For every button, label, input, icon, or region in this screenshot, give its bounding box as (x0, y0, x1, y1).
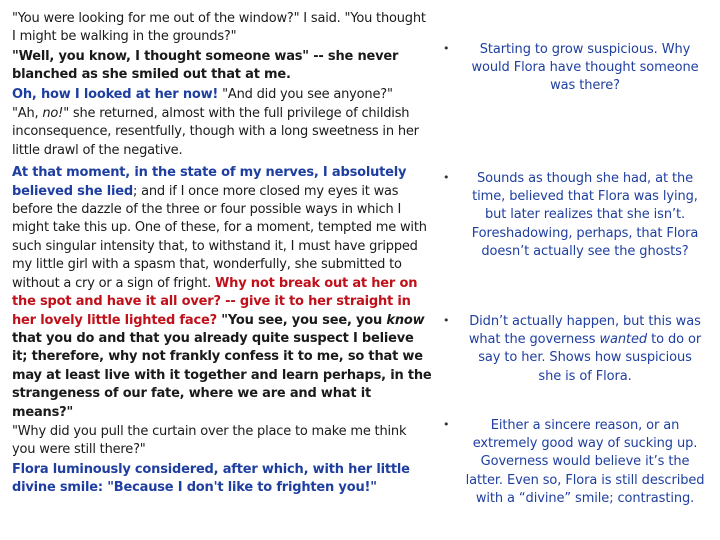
passage-text: "You were looking for me out of the window?" I said. "You thought I might be walking in the grounds?" (12, 11, 426, 45)
passage-paragraph-6 (12, 423, 432, 460)
passage-paragraph-7 (12, 461, 432, 498)
bullet-marker: • (443, 42, 450, 55)
passage-text: "Why did you pull the curtain over the place to make me think you were still there?" (12, 423, 407, 458)
annotation-note-1: Starting to grow suspicious. Why would Flora have thought someone was there? (471, 42, 699, 94)
note-text: Didn’t actually happen, but this was what the governess (468, 314, 701, 348)
passage-text-bold-italic: know (386, 312, 425, 328)
passage-text: "Ah, (12, 106, 43, 122)
passage-text: "And did you see anyone?" (218, 86, 393, 102)
passage-text-italic: no! (42, 106, 64, 122)
passage-text-bold: that you do and that you already quite suspect I believe it; therefore, why not frankly confess it to me, so that we may at least live with it together and learn perhaps, in the strangeness of our fate, where we are and what it means?" (12, 330, 432, 420)
bullet-marker: • (443, 314, 450, 327)
passage-column (12, 10, 432, 499)
bullet-marker: • (443, 171, 450, 184)
note-text-italic: wanted (599, 332, 648, 348)
passage-paragraph-4 (12, 105, 432, 160)
passage-text-bold: "Well, you know, I thought someone was" -- she never blanched as she smiled out that at me. (12, 48, 399, 83)
passage-paragraph-5 (12, 164, 432, 422)
passage-paragraph-3 (12, 86, 432, 104)
passage-text-blue: Oh, how I looked at her now! (12, 86, 219, 102)
passage-text: ; and if I once more closed my eyes it was before the dazzle of the three or four possible ways in which I might take this up. One of these, for a moment, tempted me with such singular intensity that, to withstand it, I must have gripped my little girl with a spasm that, wonderfully, she submitted to without a cry or a sign of fright. (12, 183, 427, 291)
passage-text: " she returned, almost with the full privilege of childish inconsequence, resentfully, though with a long sweetness in her little drawl of the negative. (12, 106, 419, 158)
passage-paragraph-1 (12, 10, 432, 47)
passage-paragraph-2 (12, 48, 432, 85)
annotation-note-2: Sounds as though she had, at the time, believed that Flora was lying, but later realizes that she isn’t. Foreshadowing, perhaps, that Flora doesn’t actually see the ghosts? (471, 171, 699, 259)
bullet-marker: • (443, 418, 450, 431)
passage-text-blue: At that moment, in the state of my nerves, I absolutely believed she lied (12, 165, 407, 199)
note-text: to do or say to her. Shows how suspicious she is of Flora. (478, 332, 702, 384)
passage-text-blue: Flora luminously considered, after which, with her little divine smile: "Because I don't like to frighten you!" (12, 461, 410, 496)
annotation-note-3 (465, 313, 705, 386)
annotation-note-4: Either a sincere reason, or an extremely good way of sucking up. Governess would believe it’s the latter. Even so, Flora is still described with a “divine” smile; contrasting. (465, 418, 705, 506)
passage-text-bold: "You see, you see, you (216, 312, 387, 328)
passage-text-red: Why not break out at her on the spot and have it all over? -- give it to her straight in her lovely little lighted face? (12, 275, 418, 328)
